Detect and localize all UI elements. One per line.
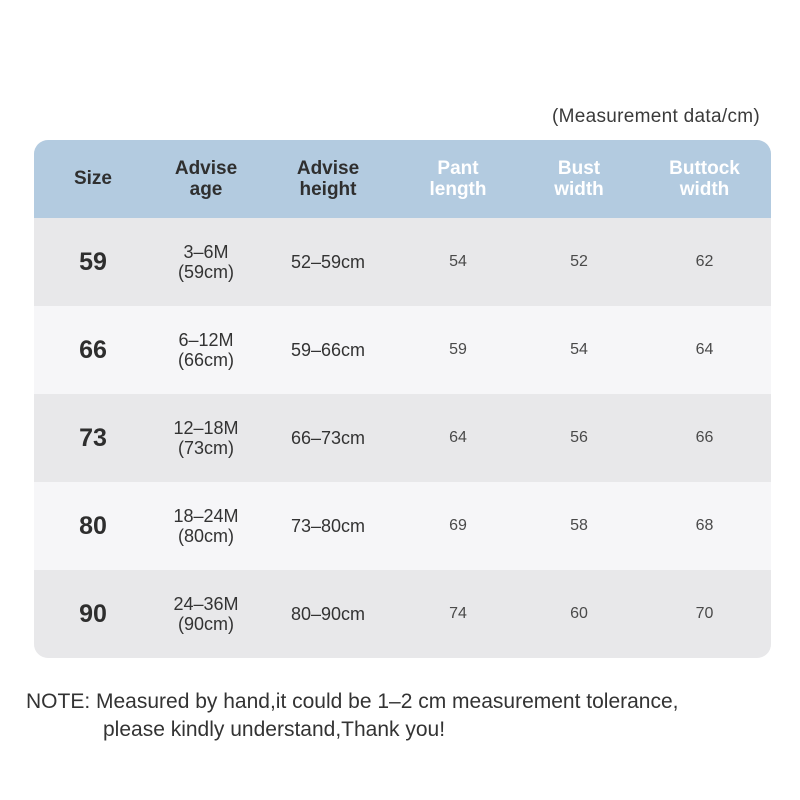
- buttock-width-cell: 68: [695, 517, 714, 535]
- size-chart-table: [34, 140, 771, 658]
- table-row: [34, 482, 771, 570]
- header-advise-age: [152, 140, 260, 218]
- pant-length-cell: 54: [449, 253, 467, 271]
- age-cm: (59cm): [177, 262, 234, 282]
- bust-width-cell: 54: [570, 341, 588, 359]
- age-range: 24–36M: [173, 593, 239, 614]
- buttock-width-cell: 66: [695, 429, 714, 447]
- header-pant-length: [396, 140, 520, 218]
- pant-length-cell: 59: [449, 341, 467, 359]
- age-cell: [152, 218, 260, 306]
- age-cell: [152, 482, 260, 570]
- height-cell: 73–80cm: [290, 515, 366, 536]
- age-cm: (73cm): [177, 438, 234, 458]
- pant-length-cell: 64: [449, 429, 467, 447]
- bust-width-cell: 58: [570, 517, 588, 535]
- size-cell: 59: [79, 248, 107, 276]
- header-bust-width-line2: width: [554, 179, 604, 200]
- header-size: [34, 140, 152, 218]
- header-pant-length-line2: length: [429, 179, 487, 200]
- age-range: 6–12M: [178, 329, 234, 350]
- age-cm: (80cm): [177, 526, 234, 546]
- header-bust-width: [520, 140, 638, 218]
- buttock-width-cell: 70: [695, 605, 714, 623]
- table-row: [34, 306, 771, 394]
- age-cm: (90cm): [177, 614, 234, 634]
- size-cell: 66: [79, 336, 107, 364]
- age-cell: [152, 570, 260, 658]
- header-advise-height-line1: Advise: [296, 157, 360, 179]
- pant-length-cell: 74: [449, 605, 467, 623]
- age-range: 18–24M: [173, 505, 239, 526]
- table-row: [34, 570, 771, 658]
- age-cell: [152, 394, 260, 482]
- header-advise-height: [260, 140, 396, 218]
- header-advise-height-line2: height: [299, 179, 357, 200]
- measurement-unit-note: (Measurement data/cm): [552, 106, 760, 127]
- header-advise-age-line2: age: [189, 179, 223, 200]
- size-cell: 90: [79, 600, 107, 628]
- age-cm: (66cm): [177, 350, 234, 370]
- height-cell: 59–66cm: [290, 339, 366, 360]
- buttock-width-cell: 64: [695, 341, 714, 359]
- tolerance-note-line2: please kindly understand,Thank you!: [103, 718, 446, 742]
- bust-width-cell: 52: [570, 253, 588, 271]
- pant-length-cell: 69: [449, 517, 467, 535]
- table-row: [34, 394, 771, 482]
- header-buttock-width: [638, 140, 771, 218]
- tolerance-note: [26, 688, 786, 745]
- header-bust-width-line1: Bust: [557, 157, 601, 179]
- buttock-width-cell: 62: [695, 253, 714, 271]
- size-cell: 73: [79, 424, 107, 452]
- height-cell: 80–90cm: [290, 603, 366, 624]
- height-cell: 66–73cm: [290, 427, 366, 448]
- age-range: 12–18M: [173, 417, 239, 438]
- header-pant-length-line1: Pant: [437, 157, 479, 179]
- header-advise-age-line1: Advise: [174, 157, 238, 179]
- bust-width-cell: 56: [570, 429, 588, 447]
- table-header-row: [34, 140, 771, 218]
- table-row: [34, 218, 771, 306]
- header-size-label: Size: [73, 168, 113, 190]
- size-cell: 80: [79, 512, 107, 540]
- height-cell: 52–59cm: [290, 251, 366, 272]
- header-buttock-width-line2: width: [679, 179, 730, 200]
- age-cell: [152, 306, 260, 394]
- header-buttock-width-line1: Buttock: [669, 157, 740, 179]
- bust-width-cell: 60: [570, 605, 588, 623]
- age-range: 3–6M: [183, 241, 229, 262]
- tolerance-note-line1: NOTE: Measured by hand,it could be 1–2 cm measurement tolerance,: [26, 690, 679, 713]
